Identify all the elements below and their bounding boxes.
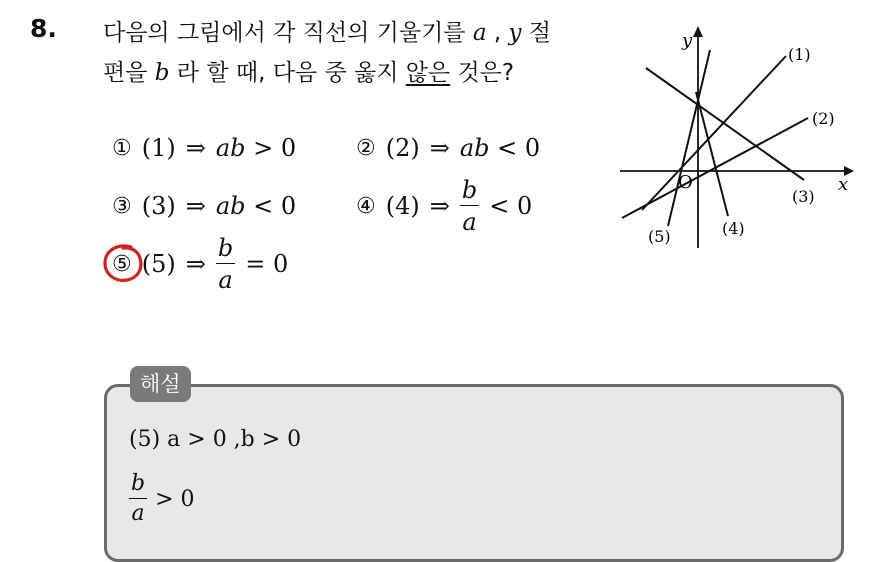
solution-line-2 xyxy=(129,473,195,525)
fraction-numerator: b xyxy=(217,234,234,262)
fraction-denominator: a xyxy=(131,501,145,526)
choice-expression: ab xyxy=(459,134,490,162)
choice-expression: ab xyxy=(215,192,246,220)
line-2-label: (2) xyxy=(812,109,835,128)
implies-symbol: ⇒ xyxy=(185,134,206,162)
question-text-end: 절 xyxy=(521,20,552,46)
choice-number: ④ xyxy=(356,193,376,219)
line-1 xyxy=(642,56,786,210)
origin-label: O xyxy=(678,172,693,193)
question-number: 8. xyxy=(30,14,57,43)
implies-symbol: ⇒ xyxy=(185,250,206,278)
fraction xyxy=(216,236,235,292)
solution-relation: > 0 xyxy=(155,486,195,512)
line-4 xyxy=(696,92,728,216)
question-line-2 xyxy=(103,54,514,87)
implies-symbol: ⇒ xyxy=(185,192,206,220)
question-text-mid: 라 할 때, 다음 중 옳지 xyxy=(169,60,406,86)
question-text-end: 것은? xyxy=(450,60,515,86)
choice-label: (5) xyxy=(141,250,176,278)
choice-4[interactable] xyxy=(356,178,532,234)
var-b: b xyxy=(154,60,170,86)
y-axis-arrow xyxy=(693,26,703,37)
fraction-numerator: b xyxy=(461,176,478,204)
choice-relation: > 0 xyxy=(253,134,297,162)
implies-symbol: ⇒ xyxy=(429,192,450,220)
choice-number: ② xyxy=(356,135,376,161)
answer-circle-mark xyxy=(101,242,145,284)
choice-relation: < 0 xyxy=(253,192,297,220)
line-graph xyxy=(612,20,864,254)
choice-number: ③ xyxy=(112,193,132,219)
fraction xyxy=(460,178,479,234)
solution-fraction xyxy=(129,473,147,525)
choice-expression: ab xyxy=(215,134,246,162)
var-a: a xyxy=(472,20,487,46)
choice-number: ⑤ xyxy=(112,251,132,277)
solution-line-1: (5) a > 0 ,b > 0 xyxy=(129,427,302,452)
fraction-denominator: a xyxy=(462,208,477,236)
y-axis-label: y xyxy=(682,30,693,51)
choice-relation: < 0 xyxy=(489,192,533,220)
choice-3[interactable] xyxy=(112,192,296,220)
var-y: y xyxy=(508,20,522,46)
choice-1[interactable] xyxy=(112,134,296,162)
solution-tab: 해설 xyxy=(130,366,191,402)
choice-relation: = 0 xyxy=(245,250,289,278)
choice-relation: < 0 xyxy=(497,134,541,162)
fraction-numerator: b xyxy=(129,473,147,499)
line-5 xyxy=(668,50,710,226)
choice-label: (3) xyxy=(141,192,176,220)
question-text: 편을 xyxy=(103,60,155,86)
fraction-denominator: a xyxy=(218,266,233,294)
line-5-label: (5) xyxy=(648,227,671,246)
question-line-1 xyxy=(103,14,551,47)
implies-symbol: ⇒ xyxy=(429,134,450,162)
line-1-label: (1) xyxy=(788,45,811,64)
separator: , xyxy=(486,20,509,46)
choice-label: (2) xyxy=(385,134,420,162)
choice-number: ① xyxy=(112,135,132,161)
choice-2[interactable] xyxy=(356,134,540,162)
solution-box xyxy=(104,384,844,562)
x-axis-label: x xyxy=(838,174,849,195)
underlined-word: 않은 xyxy=(405,60,451,86)
choice-label: (4) xyxy=(385,192,420,220)
question-text: 다음의 그림에서 각 직선의 기울기를 xyxy=(103,20,473,46)
line-3-label: (3) xyxy=(792,187,815,206)
choice-label: (1) xyxy=(141,134,176,162)
line-4-label: (4) xyxy=(722,219,745,238)
